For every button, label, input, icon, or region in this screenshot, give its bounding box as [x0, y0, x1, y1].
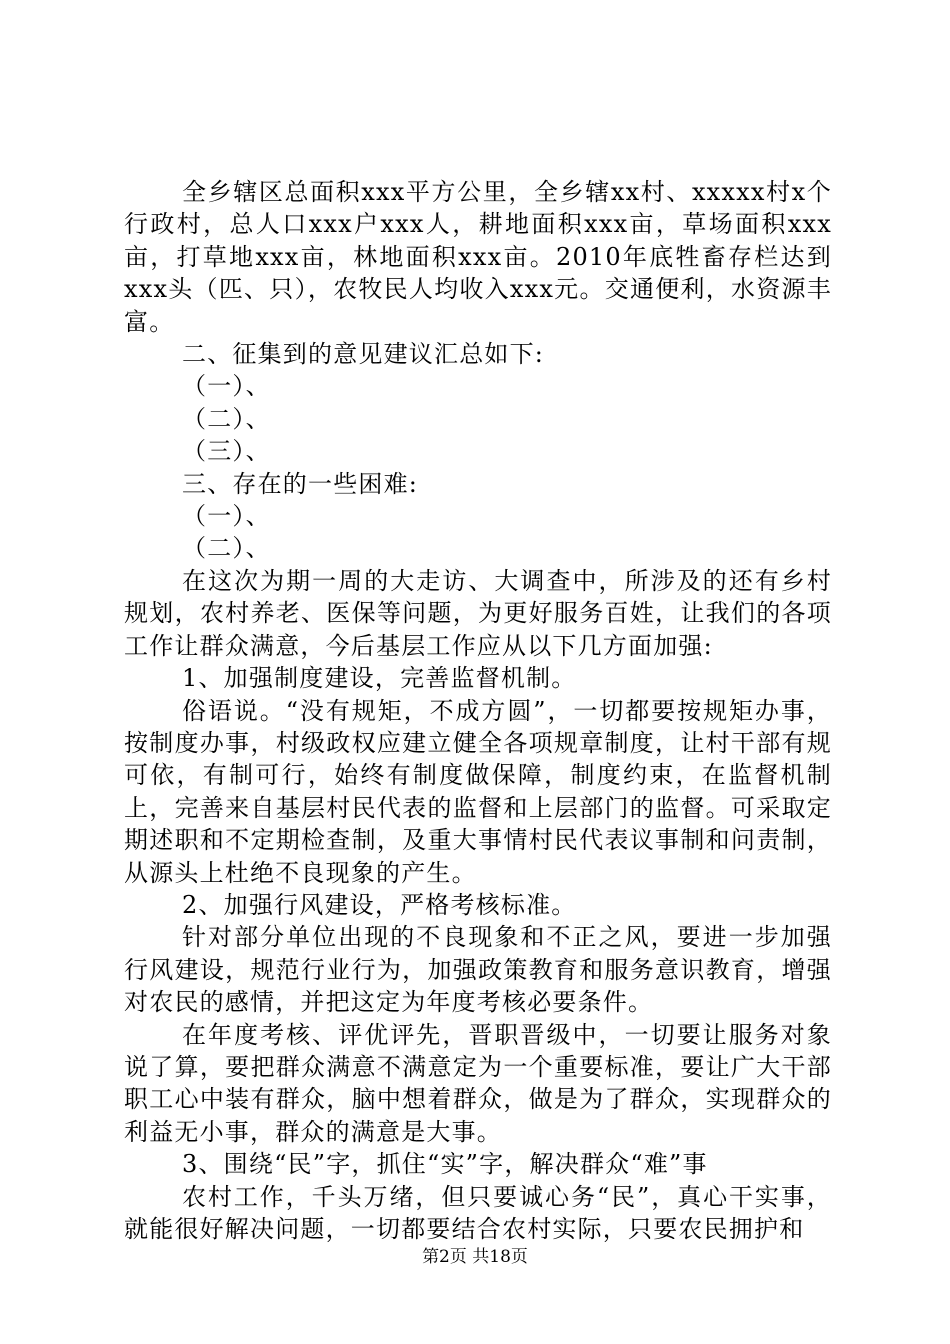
difficulty-item-1: （一）、	[182, 502, 271, 531]
heading-point-2: 2、加强行风建设，严格考核标准。	[182, 890, 577, 919]
paragraph-survey: 在这次为期一周的大走访、大调查中，所涉及的还有乡村规划，农村养老、医保等问题，为更好服务百姓，让我们的各项工作让群众满意，今后基层工作应从以下几方面加强:	[124, 566, 832, 660]
heading-difficulties: 三、存在的一些困难:	[182, 469, 419, 498]
heading-suggestions: 二、征集到的意见建议汇总如下:	[182, 340, 545, 369]
heading-point-3: 3、围绕“民”字，抓住“实”字，解决群众“难”事	[182, 1150, 708, 1179]
document-body	[124, 176, 832, 1245]
paragraph-point-1: 俗语说。“没有规矩，不成方圆”，一切都要按规矩办事，按制度办事，村级政权应建立健全各项规章制度，让村干部有规可依，有制可行，始终有制度做保障，制度约束，在监督机制上，完善来自基层村民代表的监督和上层部门的监督。可采取定期述职和不定期检查制，及重大事情村民代表议事制和问责制，从源头上杜绝不良现象的产生。	[124, 696, 832, 887]
suggestion-item-1: （一）、	[182, 372, 271, 401]
paragraph-point-2a: 针对部分单位出现的不良现象和不正之风，要进一步加强行风建设，规范行业行为，加强政策教育和服务意识教育，增强对农民的感情，并把这定为年度考核必要条件。	[124, 923, 832, 1017]
paragraph-point-3: 农村工作，千头万绪，但只要诚心务“民”，真心干实事，就能很好解决问题，一切都要结合农村实际，只要农民拥护和	[124, 1182, 832, 1243]
suggestion-item-2: （二）、	[182, 404, 271, 433]
paragraph-point-2b: 在年度考核、评优评先，晋职晋级中，一切要让服务对象说了算，要把群众满意不满意定为一个重要标准，要让广大干部职工心中装有群众，脑中想着群众，做是为了群众，实现群众的利益无小事，群众的满意是大事。	[124, 1020, 832, 1146]
difficulty-item-2: （二）、	[182, 534, 271, 563]
suggestion-item-3: （三）、	[182, 437, 271, 466]
heading-point-1: 1、加强制度建设，完善监督机制。	[182, 664, 577, 693]
paragraph-overview: 全乡辖区总面积xxx平方公里，全乡辖xx村、xxxxx村x个行政村，总人口xxx户xxx人，耕地面积xxx亩，草场面积xxx亩，打草地xxx亩，林地面积xxx亩。2010年底牲畜存栏达到xxx头（匹、只），农牧民人均收入xxx元。交通便利，水资源丰富。	[124, 178, 832, 336]
page-footer: 第2页 共18页	[422, 1247, 528, 1267]
